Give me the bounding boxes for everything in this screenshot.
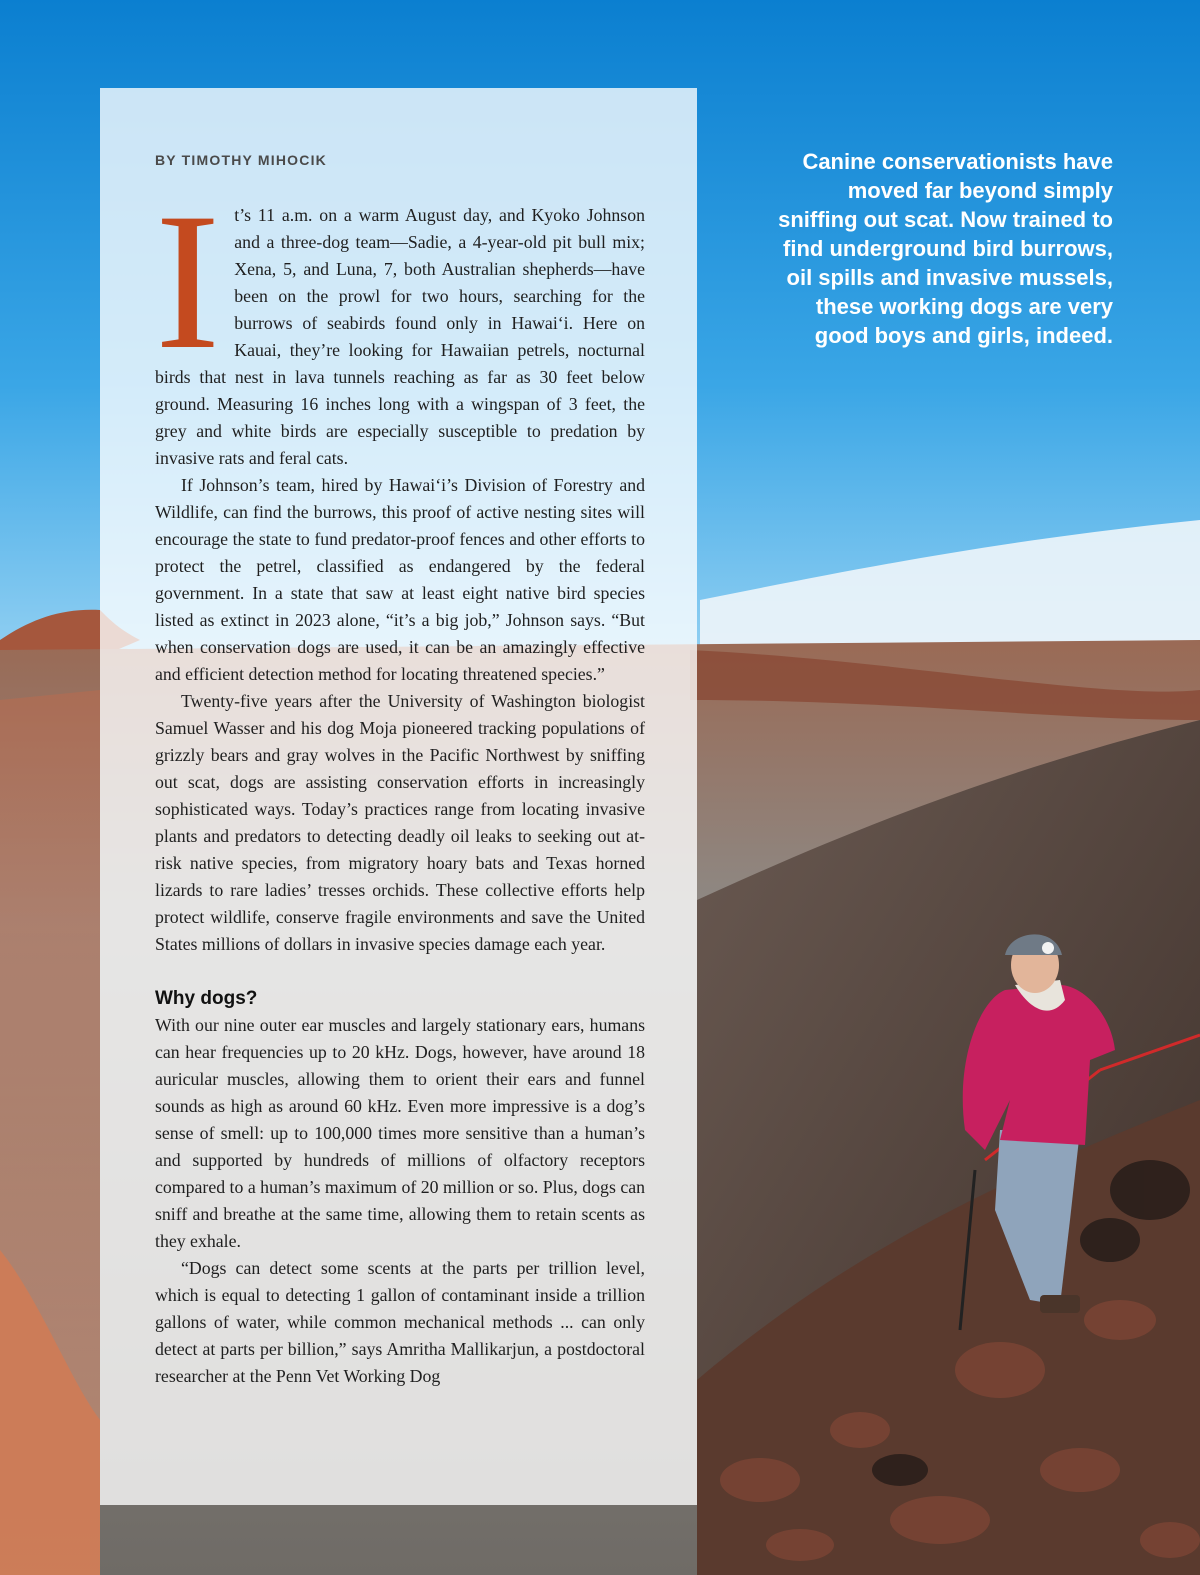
paragraph-2: If Johnson’s team, hired by Hawai‘i’s Division of Forestry and Wildlife, can find the burrows, this proof of active nesting sites will encourage the state to fund predator-proof fences and other efforts to protect the petrel, classified as endangered by the federal government. In a state that saw at least eight native bird species listed as extinct in 2023 alone, “it’s a big job,” Johnson says. “But when conservation dogs are used, it can be an amazingly effective and efficient detection method for locating threatened species.” (155, 475, 645, 684)
byline: BY TIMOTHY MIHOCIK (155, 152, 327, 168)
section-subhead: Why dogs? (155, 988, 258, 1009)
paragraph-5: “Dogs can detect some scents at the parts per trillion level, which is equal to detecting 1 gallon of contaminant inside a trillion gallons of water, while common mechanical methods ... can only detect at parts per billion,” says Amritha Mallikarjun, a postdoctoral researcher at the Penn Vet Working Dog (155, 1258, 645, 1386)
paragraph-4: With our nine outer ear muscles and largely stationary ears, humans can hear frequencies up to 20 kHz. Dogs, however, have around 18 auricular muscles, allowing them to orient their ears and funnel sounds as high as around 60 kHz. Even more impressive is a dog’s sense of smell: up to 100,000 times more sensitive than a human’s and supported by hundreds of millions of olfactory receptors compared to a human’s maximum of 20 million or so. Plus, dogs can sniff and breathe at the same time, allowing them to retain scents as they exhale. (155, 1015, 645, 1251)
article-body (155, 173, 645, 1390)
drop-cap: I (155, 173, 221, 390)
paragraph-1 (155, 173, 645, 472)
paragraph-3: Twenty-five years after the University of Washington biologist Samuel Wasser and his dog Moja pioneered tracking populations of grizzly bears and gray wolves in the Pacific Northwest by sniffing out scat, dogs are assisting conservation efforts in increasingly sophisticated ways. Today’s practices range from locating invasive plants and predators to detecting deadly oil leaks to seeking out at-risk native species, from migratory hoary bats and Texas horned lizards to rare ladies’ tresses orchids. These collective efforts help protect wildlife, conserve fragile environments and save the United States millions of dollars in invasive species damage each year. (155, 691, 645, 954)
pull-quote: Canine conservationists have moved far beyond simply sniffing out scat. Now trained to find underground bird burrows, oil spills and invasive mussels, these working dogs are very good boys and girls, indeed. (778, 149, 1113, 348)
paragraph-1-text: t’s 11 a.m. on a warm August day, and Kyoko Johnson and a three-dog team—Sadie, a 4-year-old pit bull mix; Xena, 5, and Luna, 7, both Australian shepherds—have been on the prowl for two hours, searching for the burrows of seabirds found only in Hawai‘i. Here on Kauai, they’re looking for Hawaiian petrels, nocturnal birds that nest in lava tunnels reaching as far as 30 feet below ground. Measuring 16 inches long with a wingspan of 3 feet, the grey and white birds are especially susceptible to predation by invasive rats and feral cats. (155, 205, 645, 468)
